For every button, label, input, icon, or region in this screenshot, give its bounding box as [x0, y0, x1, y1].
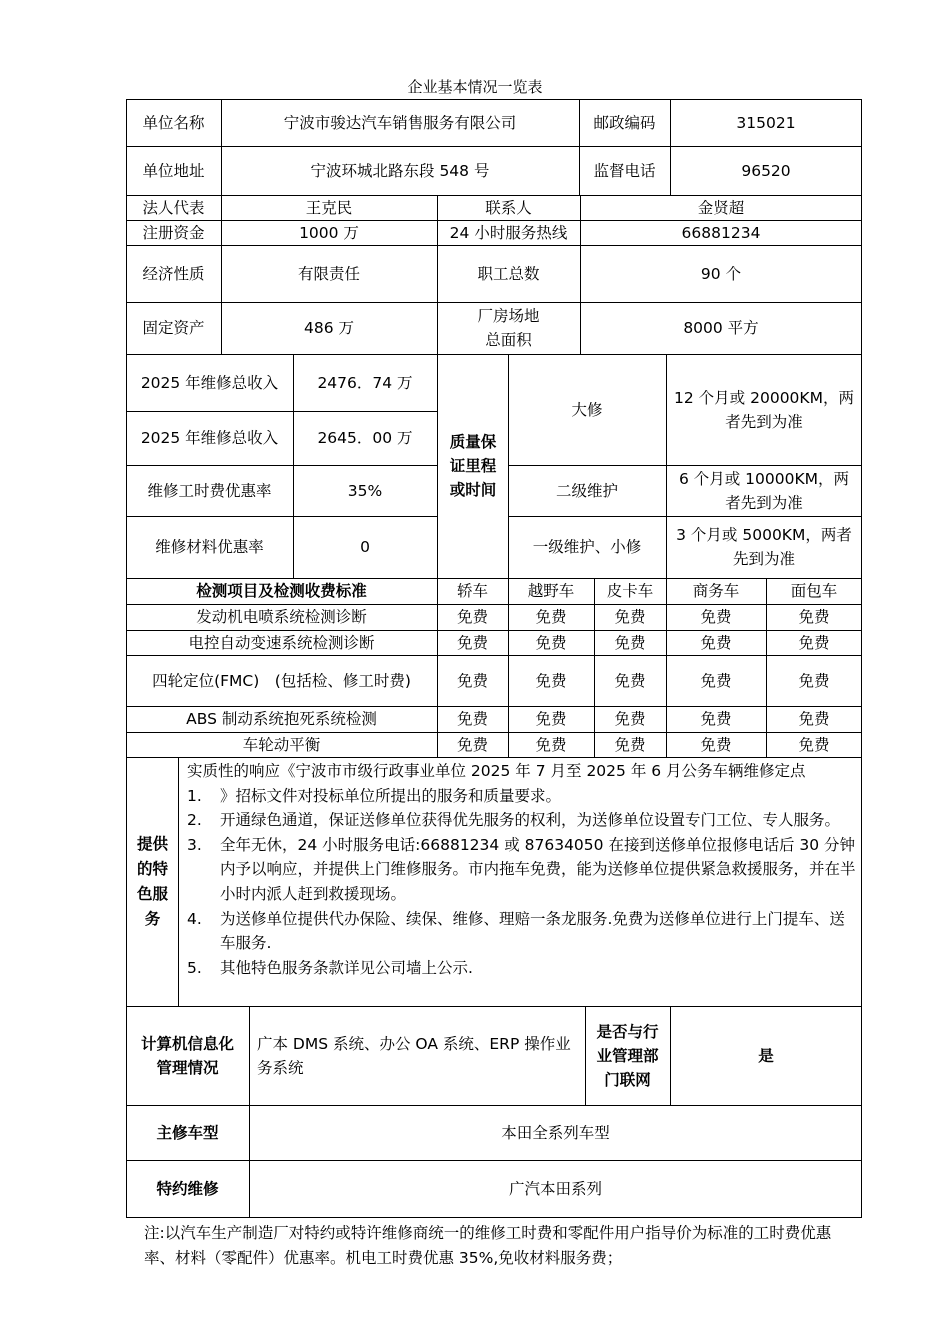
warranty-type-level1: 一级维护、小修 [532, 538, 642, 556]
fixed-assets-label: 固定资产 [142, 319, 205, 337]
postcode-label: 邮政编码 [593, 113, 656, 132]
item-number: 5. [187, 958, 202, 977]
vehicle-type-pickup: 皮卡车 [606, 582, 654, 600]
inspection-fee: 免费 [700, 671, 732, 690]
income1: 2476．74 万 [317, 373, 413, 392]
item-number: 1. [187, 786, 202, 805]
inspection-item-name: 四轮定位(FMC) (包括检、修工时费) [152, 671, 411, 690]
income2-label: 2025 年维修总收入 [140, 429, 279, 447]
inspection-fee: 免费 [798, 671, 830, 690]
services-label: 提供的特色服务 [136, 834, 168, 928]
warranty-type-level2: 二级维护 [555, 481, 618, 500]
vehicle-type-suv: 越野车 [527, 582, 575, 600]
list-item [187, 833, 859, 907]
models-value: 本田全系列车型 [501, 1123, 610, 1142]
material-discount: 0 [360, 538, 370, 556]
vehicle-type-sedan: 轿车 [456, 582, 488, 600]
inspection-fee: 免费 [700, 633, 732, 652]
it-systems: 广本 DMS 系统、办公 OA 系统、ERP 操作业务系统 [257, 1034, 571, 1077]
vehicle-type-van: 面包车 [790, 582, 838, 600]
inspection-fee: 免费 [798, 735, 830, 754]
list-item [187, 808, 859, 833]
inspection-fee: 免费 [456, 710, 488, 728]
income1-label: 2025 年维修总收入 [140, 373, 279, 392]
inspection-fee: 免费 [456, 671, 488, 690]
vehicle-type-mpv: 商务车 [692, 582, 740, 600]
labor-discount-label: 维修工时费优惠率 [147, 481, 272, 500]
inspection-item-name: ABS 制动系统抱死系统检测 [186, 710, 377, 728]
service-line-label: 24 小时服务热线 [449, 223, 568, 242]
legal-rep: 王克民 [305, 198, 353, 217]
inspection-fee: 免费 [614, 633, 646, 652]
inspection-item-name: 发动机电喷系统检测诊断 [196, 608, 367, 626]
inspection-fee: 免费 [535, 710, 567, 728]
page-title: 企业基本情况一览表 [407, 78, 543, 96]
unit-name-label: 单位名称 [142, 113, 205, 132]
inspection-fee: 免费 [798, 710, 830, 728]
item-text: 为送修单位提供代办保险、续保、维修、理赔一条龙服务.免费为送修单位进行上门提车、送车服务. [220, 909, 845, 953]
nature-label: 经济性质 [142, 264, 205, 283]
warranty-label: 质量保证里程或时间 [449, 433, 497, 499]
contact: 金贤超 [697, 198, 745, 217]
area: 8000 平方 [683, 319, 759, 337]
inspection-item-name: 车轮动平衡 [242, 735, 321, 754]
special-value: 广汽本田系列 [508, 1180, 602, 1198]
item-text: 其他特色服务条款详见公司墙上公示. [220, 958, 473, 977]
inspection-fee: 免费 [535, 671, 567, 690]
network-status: 是 [758, 1046, 774, 1065]
area-label-line2: 总面积 [485, 331, 532, 349]
inspection-fee: 免费 [535, 608, 567, 626]
item-number: 4. [187, 909, 202, 928]
inspection-fee: 免费 [456, 608, 488, 626]
special-label: 特约维修 [156, 1180, 219, 1198]
it-label: 计算机信息化管理情况 [140, 1034, 234, 1077]
staff-label: 职工总数 [477, 264, 540, 283]
inspection-fee: 免费 [456, 633, 488, 652]
inspection-header: 检测项目及检测收费标准 [196, 582, 367, 600]
fixed-assets: 486 万 [303, 319, 354, 337]
material-discount-label: 维修材料优惠率 [155, 538, 264, 556]
list-item [187, 956, 859, 981]
staff: 90 个 [700, 264, 742, 283]
address: 宁波环城北路东段 548 号 [310, 161, 490, 180]
inspection-item-name: 电控自动变速系统检测诊断 [188, 633, 375, 652]
footnote: 注:以汽车生产制造厂对特约或特许维修商统一的维修工时费和零配件用户指导价为标准的工时费优惠率、材料（零配件）优惠率。机电工时费优惠 35%,免收材料服务费； [144, 1224, 832, 1267]
inspection-fee: 免费 [456, 735, 488, 754]
warranty-type-major: 大修 [571, 400, 603, 419]
item-number: 2. [187, 811, 202, 830]
network-label: 是否与行业管理部门联网 [596, 1022, 659, 1089]
inspection-fee: 免费 [614, 735, 646, 754]
warranty-term-level2: 6 个月或 10000KM，两者先到为准 [678, 469, 850, 512]
list-item [187, 784, 859, 809]
list-item [187, 907, 859, 956]
inspection-fee: 免费 [798, 633, 830, 652]
services-list [187, 759, 859, 980]
models-label: 主修车型 [156, 1123, 219, 1142]
inspection-fee: 免费 [614, 608, 646, 626]
inspection-fee: 免费 [614, 710, 646, 728]
address-label: 单位地址 [142, 161, 205, 180]
legal-rep-label: 法人代表 [142, 198, 205, 217]
item-text: 》招标文件对投标单位所提出的服务和质量要求。 [220, 786, 562, 805]
item-number: 3. [187, 835, 202, 854]
inspection-fee: 免费 [700, 710, 732, 728]
contact-label: 联系人 [485, 198, 532, 217]
warranty-term-major: 12 个月或 20000KM，两者先到为准 [674, 388, 854, 431]
item-text: 全年无休，24 小时服务电话:66881234 或 87634050 在接到送修单位报修电话后 30 分钟内予以响应，并提供上门维修服务。市内拖车免费，能为送修单位提供紧急救援服务，并在半小时内派人赶到救援现场。 [220, 835, 856, 903]
item-text: 开通绿色通道，保证送修单位获得优先服务的权利，为送修单位设置专门工位、专人服务。 [220, 811, 841, 830]
inspection-fee: 免费 [535, 735, 567, 754]
capital: 1000 万 [299, 223, 359, 242]
service-line: 66881234 [681, 223, 761, 242]
hotline-label: 监督电话 [593, 161, 656, 180]
labor-discount: 35% [347, 481, 383, 500]
hotline: 96520 [741, 161, 791, 180]
nature: 有限责任 [297, 264, 360, 283]
warranty-term-level1: 3 个月或 5000KM，两者先到为准 [676, 526, 852, 568]
inspection-fee: 免费 [700, 735, 732, 754]
inspection-fee: 免费 [614, 671, 646, 690]
capital-label: 注册资金 [142, 223, 205, 242]
inspection-fee: 免费 [700, 608, 732, 626]
unit-name: 宁波市骏达汽车销售服务有限公司 [283, 113, 517, 132]
services-intro: 实质性的响应《宁波市市级行政事业单位 2025 年 7 月至 2025 年 6 月公务车辆维修定点 [187, 762, 806, 780]
income2: 2645．00 万 [317, 429, 413, 447]
area-label [437, 302, 580, 354]
inspection-fee: 免费 [798, 608, 830, 626]
area-label-line1: 厂房场地 [477, 307, 540, 325]
postcode: 315021 [736, 113, 796, 132]
inspection-fee: 免费 [535, 633, 567, 652]
